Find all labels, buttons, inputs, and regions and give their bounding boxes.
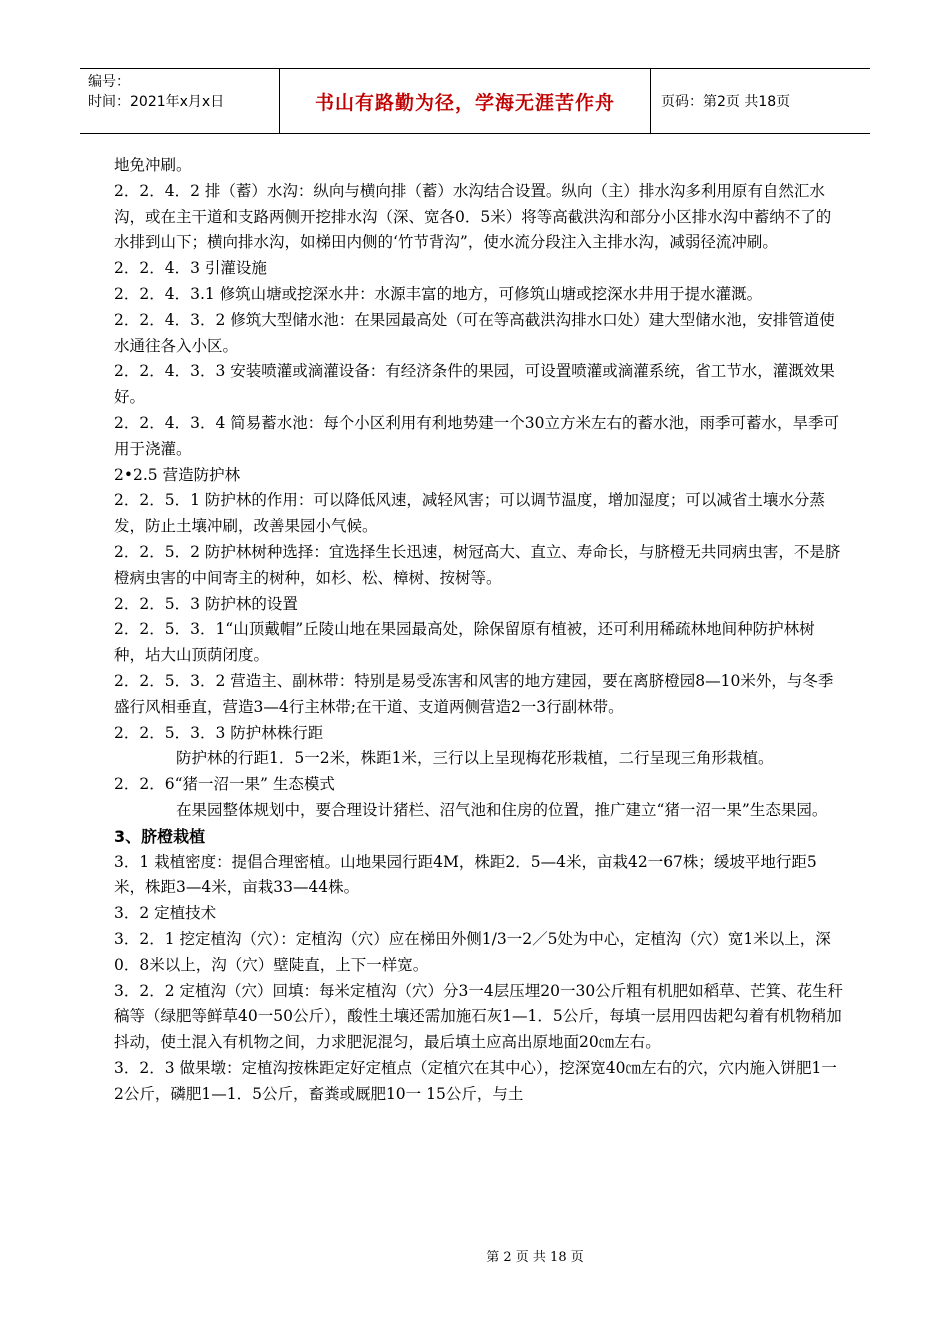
body-paragraph: 2．2．4．3．3 安装喷灌或滴灌设备：有经济条件的果园，可设置喷灌或滴灌系统，省工节水，灌溉效果好。 xyxy=(114,362,835,407)
body-paragraph: 2．2．4．3 引灌设施 xyxy=(114,259,267,278)
body-paragraph: 3．2 定植技术 xyxy=(114,904,217,923)
body-paragraph: 2．2．4．3．4 简易蓄水池：每个小区利用有利地势建一个30立方米左右的蓄水池，雨季可蓄水，旱季可用于浇灌。 xyxy=(114,413,839,458)
header-page-info: 页码：第2页 共18页 xyxy=(661,94,791,110)
document-date: 时间：2021年x月x日 xyxy=(88,94,225,110)
body-paragraph: 2．2．5．3．3 防护林株行距 xyxy=(114,723,324,742)
document-code-label: 编号： xyxy=(88,74,130,90)
document-body xyxy=(114,153,844,1107)
body-paragraph: 2．2．5．3．1“山顶戴帽”丘陵山地在果园最高处，除保留原有植被，还可利用稀疏林地间种防护林树种，坫大山顶荫闭度。 xyxy=(114,620,815,665)
body-paragraph: 3．2．2 定植沟（穴）回填：每米定植沟（穴）分3一4层压埋20一30公斤粗有机肥如稻草、芒箕、花生秆稿等（绿肥等鲜草40一50公斤），酸性土壤还需加施石灰1—1．5公斤，每填一层用四齿耙勾着有机物稍加抖动，使土混入有机物之间，力求肥泥混匀，最后填土应高出原地面20㎝左右。 xyxy=(114,981,844,1052)
body-paragraph: 在果园整体规划中，要合理设计猪栏、沼气池和住房的位置，推广建立“猪一沼一果”生态果园。 xyxy=(176,800,828,819)
body-paragraph: 2．2．5．3 防护林的设置 xyxy=(114,594,298,613)
body-paragraph: 2．2．6“猪一沼一果” 生态模式 xyxy=(114,775,335,794)
page-header xyxy=(80,68,870,134)
body-paragraph: 3．2．3 做果墩：定植沟按株距定好定植点（定植穴在其中心），挖深宽40㎝左右的穴，穴内施入饼肥1一2公斤，磷肥1—1．5公斤，畜粪或厩肥10一 15公斤，与土 xyxy=(114,1058,837,1103)
body-paragraph: 2．2．4．2 排（蓄）水沟：纵向与横向排（蓄）水沟结合设置。纵向（主）排水沟多利用原有自然汇水沟，或在主干道和支路两侧开挖排水沟（深、宽各0．5米）将等高截洪沟和部分小区排水沟中蓄纳不了的水排到山下；横向排水沟，如梯田内侧的‘竹节背沟”，使水流分段注入主排水沟，减弱径流冲刷。 xyxy=(114,181,832,252)
body-paragraph: 3．1 栽植密度：提倡合理密植。山地果园行距4M，株距2．5—4米，亩栽42一67株；缓坡平地行距5米，株距3—4米，亩栽33—44株。 xyxy=(114,852,817,897)
header-meta xyxy=(80,69,280,133)
body-paragraph: 2．2．5．3．2 营造主、副林带：特别是易受冻害和风害的地方建园，要在离脐橙园8—10米外，与冬季盛行风相垂直，营造3—4行主林带;在干道、支道两侧营造2一3行副林带。 xyxy=(114,671,834,716)
body-paragraph: 防护林的行距1．5一2米，株距1米，三行以上呈现梅花形栽植，二行呈现三角形栽植。 xyxy=(176,749,774,768)
page-footer: 第 2 页 共 18 页 xyxy=(486,1250,584,1265)
header-motto: 书山有路勤为径，学海无涯苦作舟 xyxy=(280,69,651,133)
body-paragraph: 2．2．4．3.1 修筑山塘或挖深水井：水源丰富的地方，可修筑山塘或挖深水井用于提水灌溉。 xyxy=(114,284,763,303)
body-paragraph: 3．2．1 挖定植沟（穴）：定植沟（穴）应在梯田外侧1/3一2／5处为中心，定植沟（穴）宽1米以上，深0．8米以上，沟（穴）壁陡直，上下一样宽。 xyxy=(114,929,831,974)
section-heading: 3、脐橙栽植 xyxy=(114,826,206,846)
body-paragraph: 地免冲刷。 xyxy=(114,156,192,174)
body-paragraph: 2•2.5 营造防护林 xyxy=(114,465,241,484)
body-paragraph: 2．2．4．3．2 修筑大型储水池：在果园最高处（可在等高截洪沟排水口处）建大型储水池，安排管道使水通往各入小区。 xyxy=(114,310,835,355)
body-paragraph: 2．2．5．2 防护林树种选择：宜选择生长迅速，树冠高大、直立、寿命长，与脐橙无共同病虫害，不是脐橙病虫害的中间寄主的树种，如杉、松、樟树、按树等。 xyxy=(114,542,841,587)
body-paragraph: 2．2．5．1 防护林的作用：可以降低风速，减轻风害；可以调节温度，增加湿度；可以减省土壤水分蒸发，防止土壤冲刷，改善果园小气候。 xyxy=(114,491,825,536)
